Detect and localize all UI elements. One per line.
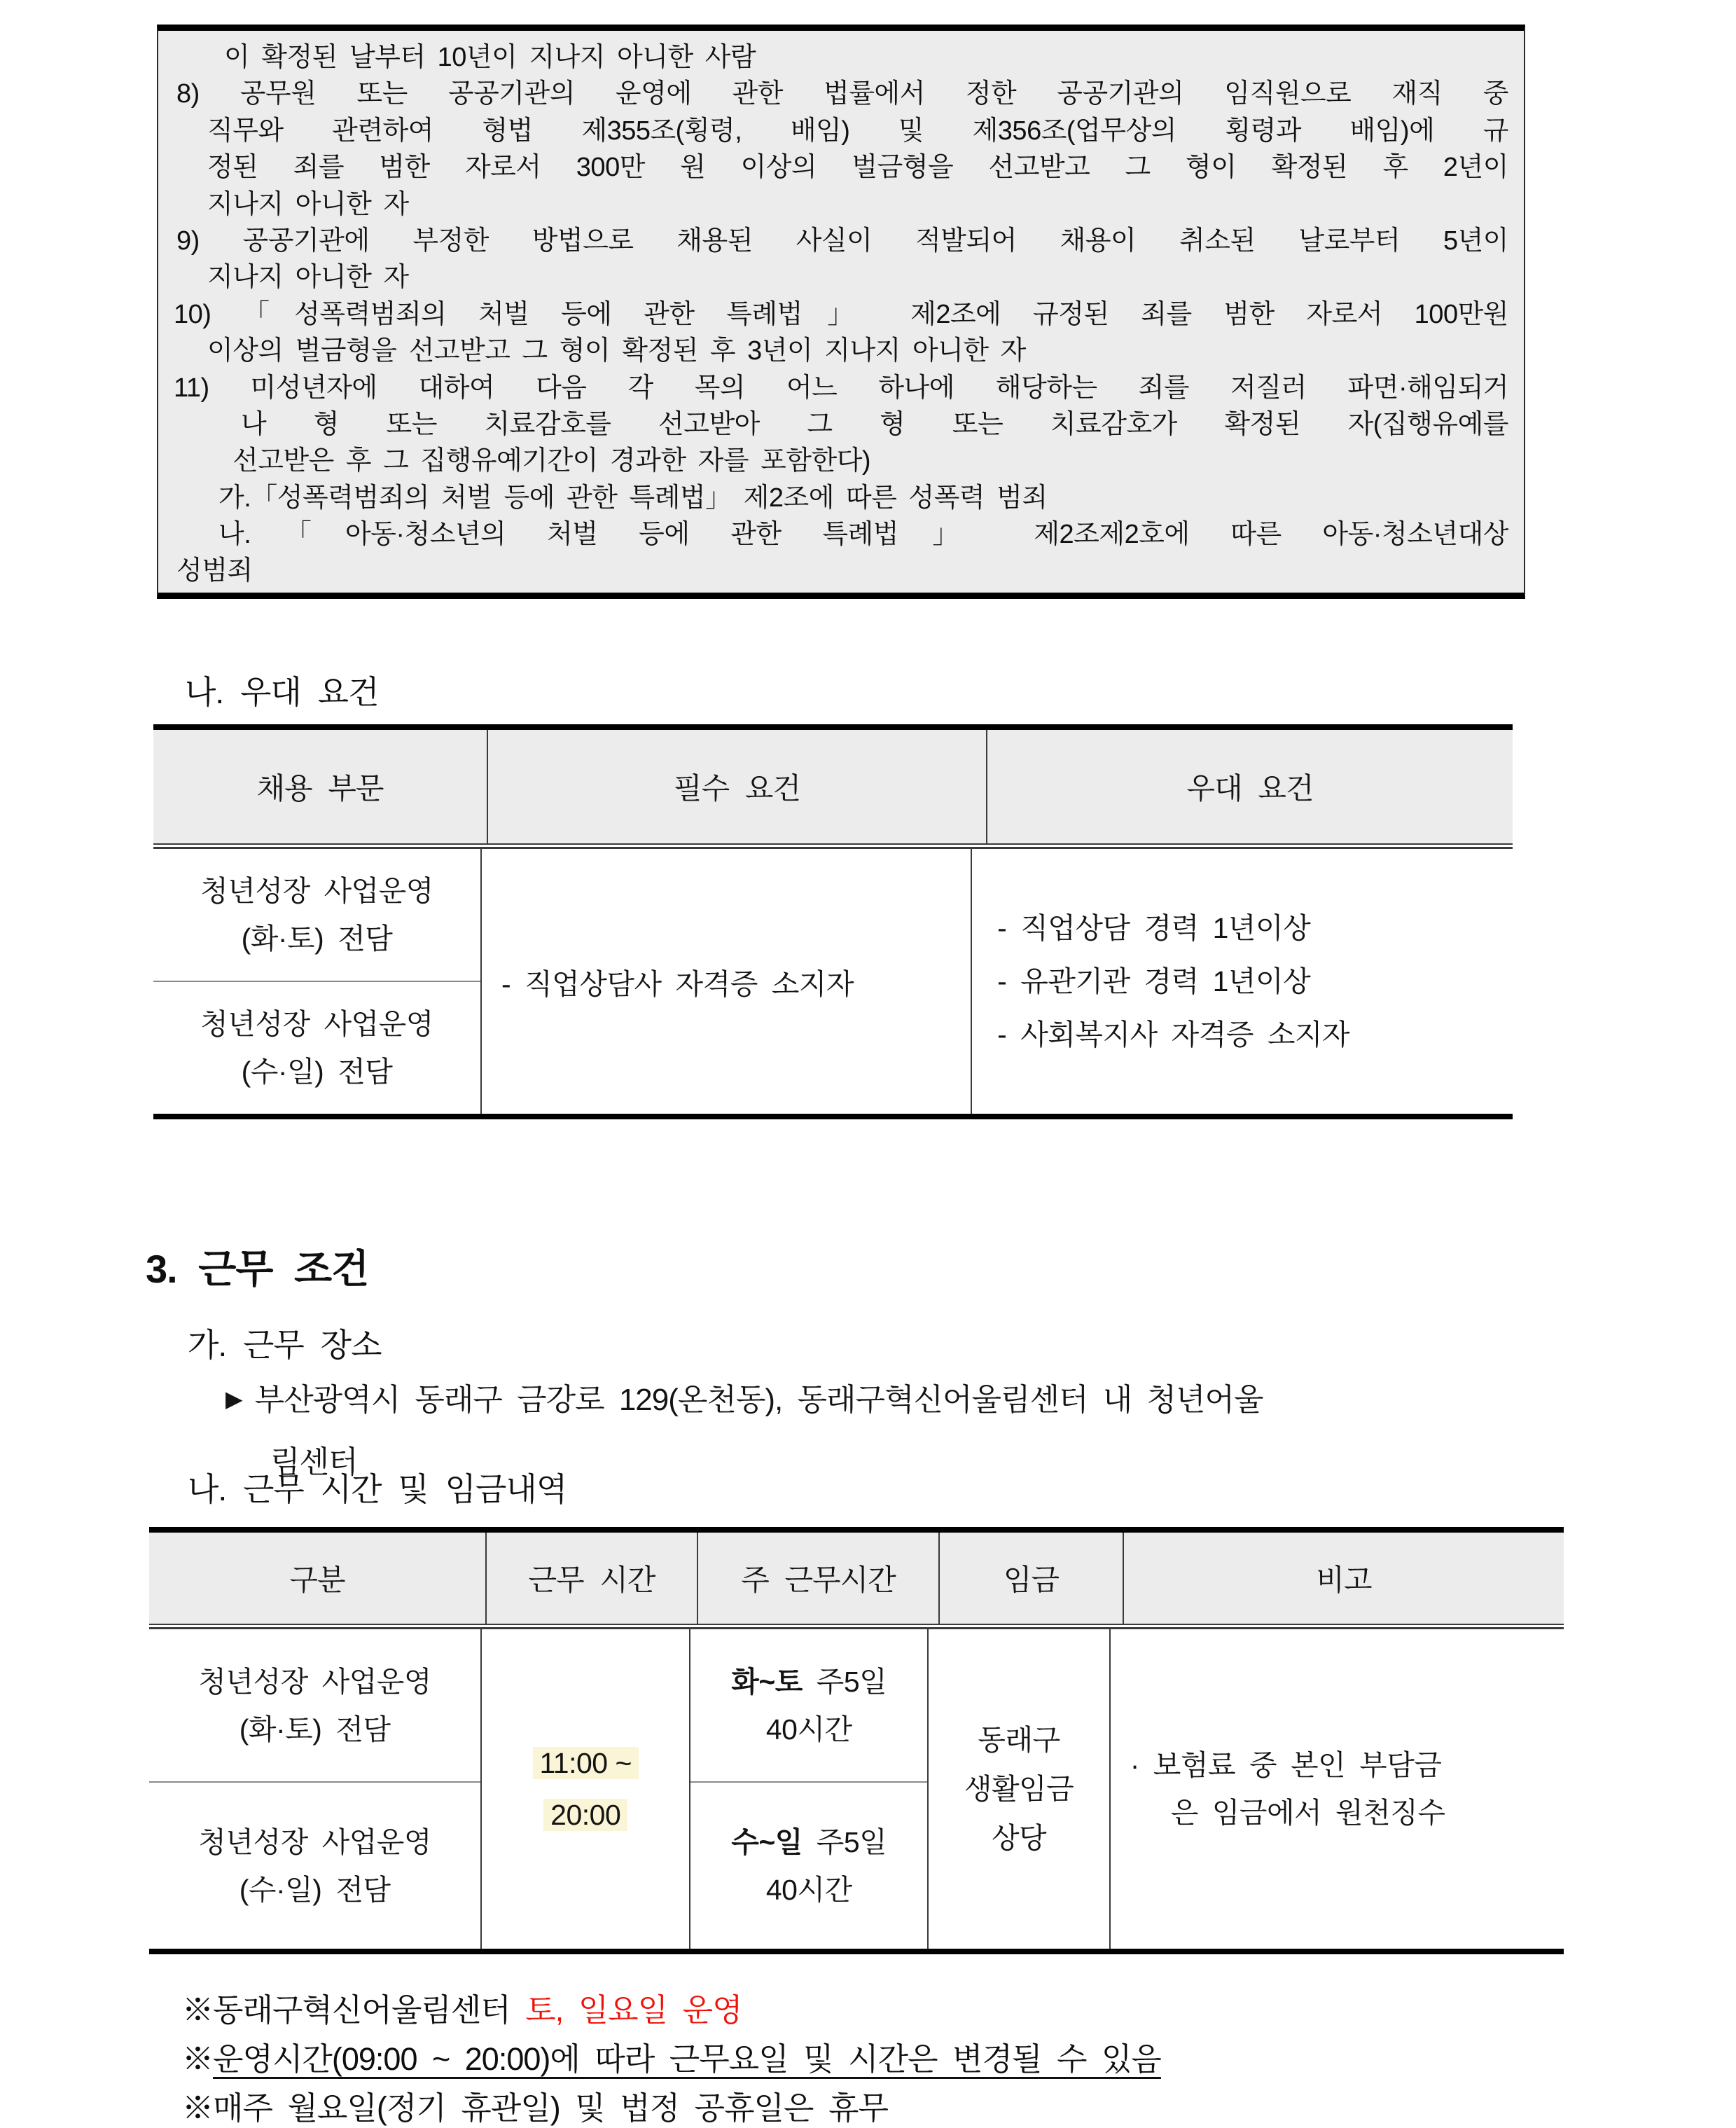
preferred-item: - 유관기관 경력 1년이상 [997, 965, 1311, 997]
work-place-heading: 가. 근무 장소 [188, 1327, 382, 1363]
footnote-operating-days [182, 1984, 742, 2030]
box-line: 나.「아동·청소년의 처벌 등에 관한 특례법」 제2조제2호에 따른 아동·청소년대상 [218, 520, 1508, 550]
box-line: 직무와 관련하여 형법 제355조(횡령, 배임) 및 제356조(업무상의 횡령과 배임)에 규 [207, 116, 1508, 146]
preferred-requirements-heading: 나. 우대 요건 [185, 674, 379, 710]
header-cell-category: 구분 [149, 1533, 487, 1624]
header-double-rule [153, 843, 1513, 849]
weekly-text: 주5일 [802, 1825, 887, 1858]
box-line: 이 확정된 날부터 10년이 지나지 아니한 사람 [224, 43, 756, 72]
position-label: 청년성장 사업운영 [200, 1008, 433, 1040]
weekly-hours: 40시간 [765, 1873, 852, 1906]
table-row [690, 1629, 927, 1783]
required-cell [482, 849, 972, 1114]
work-hours-cell [482, 1629, 690, 1949]
address-line: 부산광역시 동래구 금강로 129(온천동), 동래구혁신어울림센터 내 청년어울 [254, 1383, 1263, 1417]
header-cell-preferred: 우대 요건 [1186, 772, 1314, 805]
position-label: 청년성장 사업운영 [198, 1665, 432, 1698]
box-line: 지나지 아니한 자 [207, 263, 409, 293]
work-hours-end: 20:00 [543, 1799, 627, 1831]
table-row [153, 849, 480, 982]
work-time-heading: 나. 근무 시간 및 임금내역 [188, 1471, 567, 1507]
position-label: (화·토) 전담 [241, 923, 393, 955]
box-line: 8) 공무원 또는 공공기관의 운영에 관한 법률에서 정한 공공기관의 임직원으로 재직 중 [176, 79, 1508, 109]
position-label: (수·일) 전담 [239, 1873, 391, 1906]
note-marker: ※ [182, 2041, 214, 2077]
wage-line: 동래구 [978, 1724, 1060, 1756]
footnote-holidays [182, 2082, 888, 2128]
header-cell-wage: 임금 [940, 1533, 1124, 1624]
header-cell-remark: 비고 [1316, 1563, 1372, 1596]
remark-cell [1111, 1629, 1564, 1949]
work-schedule-table [149, 1527, 1564, 1954]
footnote-underlined-text: 운영시간(09:00 ~ 20:00)에 따라 근무요일 및 시간은 변경될 수 있음 [213, 2041, 1161, 2077]
box-line: 가.「성폭력범죄의 처벌 등에 관한 특례법」 제2조에 따른 성폭력 범죄 [218, 483, 1048, 513]
table-row [149, 1783, 480, 1949]
box-line: 정된 죄를 범한 자로서 300만 원 이상의 벌금형을 선고받고 그 형이 확정된 후 2년이 [207, 153, 1508, 183]
preferred-cell [972, 849, 1513, 1114]
work-hours-start: 11:00 ~ [533, 1747, 639, 1779]
bullet-triangle-icon: ▶ [225, 1386, 242, 1411]
header-cell-required: 필수 요건 [488, 730, 987, 843]
table-row [690, 1783, 927, 1949]
box-line: 성범죄 [176, 556, 253, 586]
box-line: 9) 공공기관에 부정한 방법으로 채용된 사실이 적발되어 채용이 취소된 날로부터 5년이 [176, 226, 1508, 256]
weekly-hours: 40시간 [765, 1713, 852, 1746]
note-marker: ※ [182, 2090, 214, 2126]
position-label: 청년성장 사업운영 [200, 875, 433, 907]
table-header-row [149, 1533, 1564, 1624]
header-cell-weekly: 주 근무시간 [698, 1533, 940, 1624]
box-line: 11) 미성년자에 대하여 다음 각 목의 어느 하나에 해당하는 죄를 저질러 파면·해임되거 [174, 373, 1508, 403]
footnote-text: 동래구혁신어울림센터 [213, 1992, 526, 2028]
remark-line: 은 임금에서 원천징수 [1170, 1797, 1445, 1829]
position-column [149, 1629, 482, 1949]
preferred-requirements-table [153, 724, 1513, 1119]
preferred-item: - 사회복지사 자격증 소지자 [997, 1018, 1350, 1051]
box-line: 나 형 또는 치료감호를 선고받아 그 형 또는 치료감호가 확정된 자(집행유예를 [241, 409, 1508, 439]
note-marker: ※ [182, 1992, 214, 2028]
table-body [149, 1629, 1564, 1949]
table-body [153, 849, 1513, 1114]
footnote-red-text: 토, 일요일 운영 [525, 1992, 742, 2028]
header-cell-position: 채용 부문 [153, 730, 488, 843]
table-row [149, 1629, 480, 1783]
box-line: 선고받은 후 그 집행유예기간이 경과한 자를 포함한다) [232, 446, 871, 476]
preferred-item: - 직업상담 경력 1년이상 [997, 912, 1311, 944]
box-line: 10) 「성폭력범죄의 처벌 등에 관한 특례법」 제2조에 규정된 죄를 범한 자로서 100만원 [174, 299, 1508, 329]
work-conditions-heading: 3. 근무 조건 [146, 1247, 369, 1291]
weekly-text: 주5일 [802, 1665, 887, 1698]
weekly-hours-column [690, 1629, 929, 1949]
weekly-days: 수~일 [731, 1825, 803, 1858]
disqualification-criteria-box [157, 25, 1525, 599]
box-line: 지나지 아니한 자 [207, 189, 409, 219]
position-label: 청년성장 사업운영 [198, 1825, 432, 1858]
wage-cell [929, 1629, 1110, 1949]
box-line: 이상의 벌금형을 선고받고 그 형이 확정된 후 3년이 지나지 아니한 자 [207, 336, 1026, 366]
footnote-text: 매주 월요일(정기 휴관일) 및 법정 공휴일은 휴무 [213, 2090, 888, 2126]
table-row [153, 982, 480, 1114]
weekly-days: 화~토 [731, 1665, 803, 1698]
address-line: 림센터 [270, 1445, 358, 1479]
position-column [153, 849, 482, 1114]
table-header-row [153, 730, 1513, 843]
position-label: (수·일) 전담 [241, 1056, 393, 1088]
header-cell-hours: 근무 시간 [487, 1533, 698, 1624]
wage-line: 생활임금 [964, 1773, 1074, 1805]
footnote-operating-hours [182, 2033, 1161, 2079]
required-text: - 직업상담사 자격증 소지자 [501, 967, 854, 1000]
wage-line: 상당 [991, 1822, 1047, 1854]
remark-line: · 보험료 중 본인 부담금 [1130, 1749, 1442, 1781]
header-double-rule [149, 1624, 1564, 1629]
position-label: (화·토) 전담 [239, 1713, 391, 1746]
